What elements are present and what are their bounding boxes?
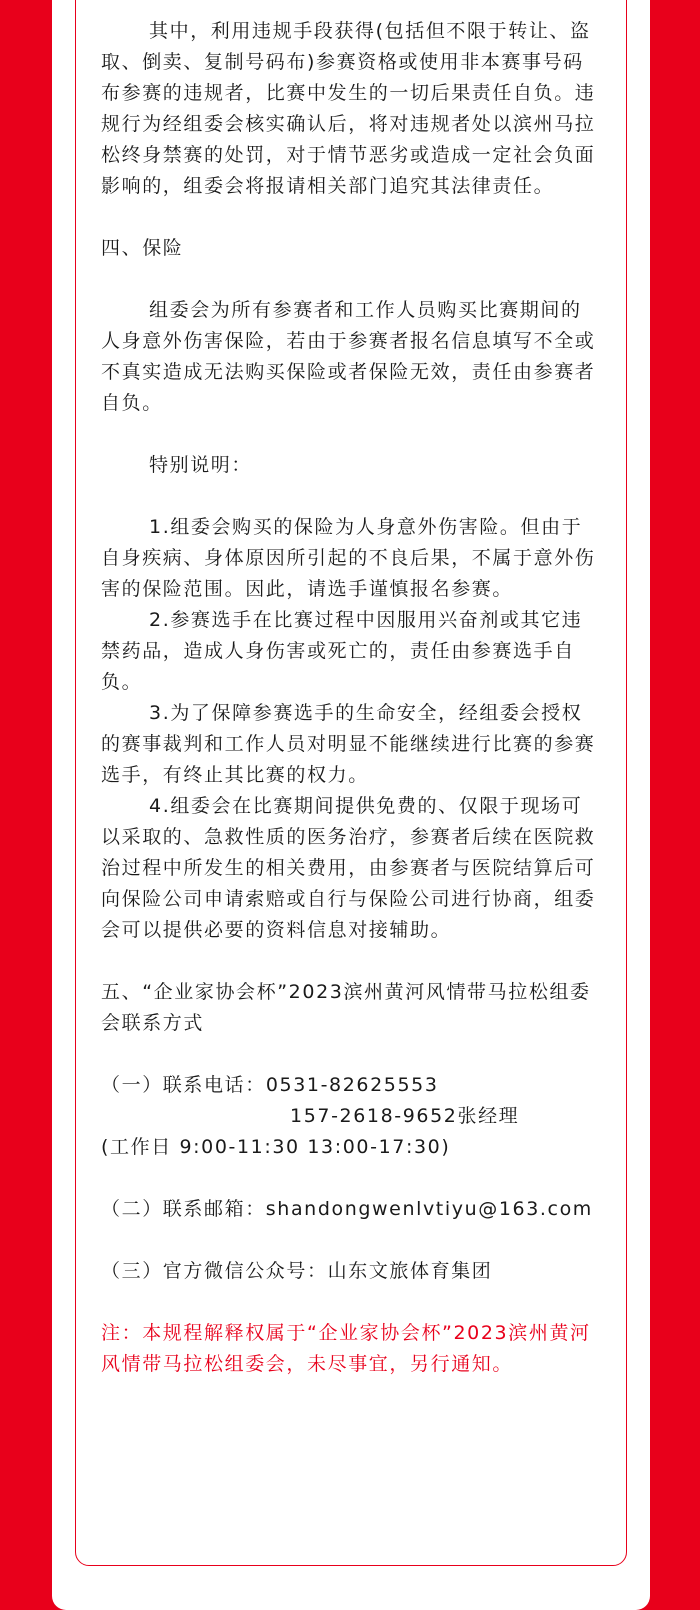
working-hours: (工作日 9:00-11:30 13:00-17:30) <box>101 1136 451 1158</box>
special-notes-heading: 特别说明： <box>149 454 253 476</box>
interpretation-note: 注：本规程解释权属于“企业家协会杯”2023滨州黄河风情带马拉松组委会，未尽事宜，另行通知。 <box>101 1322 591 1375</box>
special-note-item: 2.参赛选手在比赛过程中因服用兴奋剂或其它违禁药品，造成人身伤害或死亡的，责任由参赛选手自负。 <box>101 609 583 693</box>
contact-phone-line <box>101 1070 601 1101</box>
insurance-heading: 四、保险 <box>101 237 184 259</box>
violation-paragraph: 其中，利用违规手段获得(包括但不限于转让、盗取、倒卖、复制号码布)参赛资格或使用非本赛事号码布参赛的违规者，比赛中发生的一切后果责任自负。违规行为经组委会核实确认后，将对违规者处以滨州马拉松终身禁赛的处罚，对于情节恶劣或造成一定社会负面影响的，组委会将报请相关部门追究其法律责任。 <box>101 20 596 197</box>
contact-email: （二）联系邮箱：shandongwenlvtiyu@163.com <box>101 1198 593 1220</box>
regulation-text <box>101 16 601 1380</box>
wechat-account: （三）官方微信公众号：山东文旅体育集团 <box>101 1260 493 1282</box>
special-note-item: 4.组委会在比赛期间提供免费的、仅限于现场可以采取的、急救性质的医务治疗，参赛者后续在医院救治过程中所发生的相关费用，由参赛者与医院结算后可向保险公司申请索赔或自行与保险公司进行协商，组委会可以提供必要的资料信息对接辅助。 <box>101 795 596 941</box>
phone-number-1: 0531-82625553 <box>265 1074 439 1096</box>
phone-label: （一）联系电话： <box>101 1074 266 1096</box>
insurance-paragraph: 组委会为所有参赛者和工作人员购买比赛期间的人身意外伤害保险，若由于参赛者报名信息填写不全或不真实造成无法购买保险或者保险无效，责任由参赛者自负。 <box>101 299 596 414</box>
phone-number-2: 157-2618-9652张经理 <box>290 1105 520 1127</box>
special-note-item: 1.组委会购买的保险为人身意外伤害险。但由于自身疾病、身体原因所引起的不良后果，不属于意外伤害的保险范围。因此，请选手谨慎报名参赛。 <box>101 516 596 600</box>
contact-heading: 五、“企业家协会杯”2023滨州黄河风情带马拉松组委会联系方式 <box>101 981 591 1034</box>
special-note-item: 3.为了保障参赛选手的生命安全，经组委会授权的赛事裁判和工作人员对明显不能继续进行比赛的参赛选手，有终止其比赛的权力。 <box>101 702 596 786</box>
